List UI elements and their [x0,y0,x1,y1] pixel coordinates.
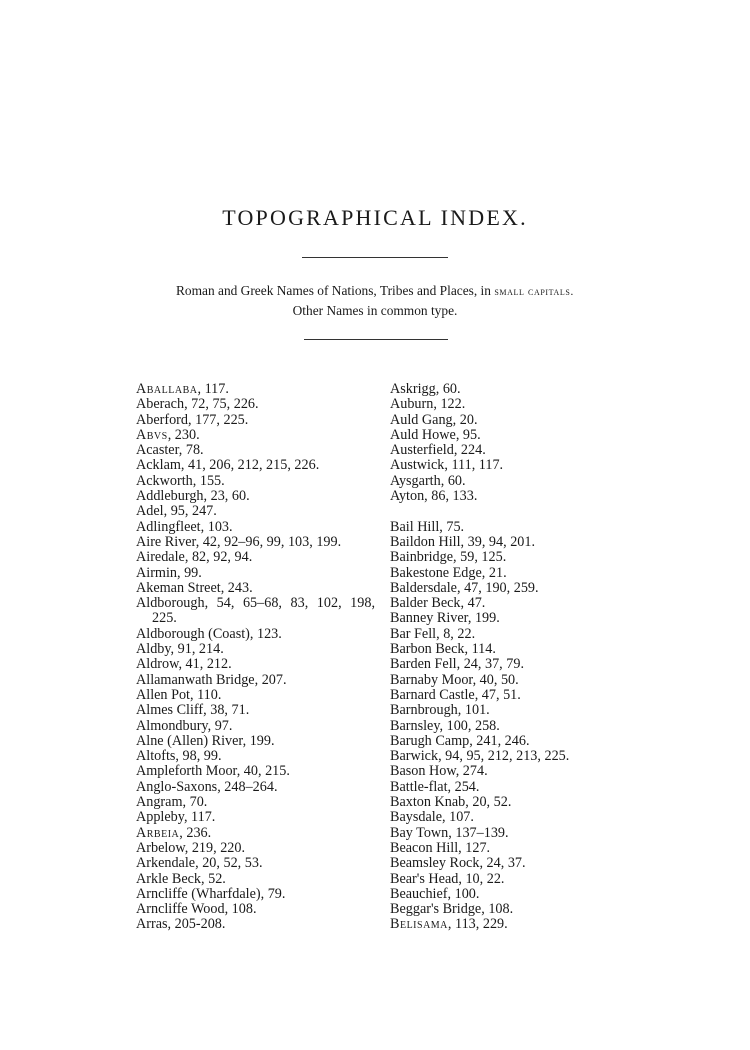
entry-pages: 177, 225. [195,411,249,428]
entry-name: Barnard Castle [390,686,475,703]
entry-name: Barugh Camp [390,732,470,749]
index-entry: Barden Fell, 24, 37, 79. [390,656,524,673]
entry-pages: 108. [488,901,514,918]
index-entry: Angram, 70. [136,794,208,811]
entry-pages: 39, 94, 201. [467,533,536,550]
entry-name: Bay Town [390,824,449,841]
entry-pages: 137–139. [455,824,509,841]
entry-pages: 82, 92, 94. [191,549,253,566]
entry-pages: 20, 52. [472,794,512,811]
index-entry: Beamsley Rock, 24, 37. [390,855,526,872]
entry-name: Auld Howe [390,426,456,443]
index-entry: Auld Gang, 20. [390,411,478,428]
index-entry: Anglo-Saxons, 248–264. [136,778,278,795]
index-entry: Barnaby Moor, 40, 50. [390,671,519,688]
entry-name: Aldborough [136,595,205,612]
index-entry: Baildon Hill, 39, 94, 201. [390,533,536,550]
entry-name: Adel [136,503,164,520]
entry-pages: 98, 99. [182,748,222,765]
entry-pages: 243. [227,579,253,596]
entry-name: Arbelow [136,839,185,856]
entry-pages: 52. [208,870,226,887]
index-entry: Aldrow, 41, 212. [136,656,232,673]
index-entry: Aballaba, 117. [136,381,229,397]
index-entry: Austerfield, 224. [390,442,486,459]
index-entry: Aldborough (Coast), 123. [136,625,282,642]
entry-name: Austerfield [390,442,454,459]
index-entry: Balder Beck, 47. [390,595,486,612]
entry-name: Battle-flat [390,778,448,795]
index-entry: Aysgarth, 60. [390,472,466,489]
index-entry: Alne (Allen) River, 199. [136,732,275,749]
entry-pages: 100. [454,885,480,902]
index-entry: Barbon Beck, 114. [390,641,496,658]
entry-pages: 86, 133. [431,488,478,505]
index-entry: Aberach, 72, 75, 226. [136,396,259,413]
entry-pages: 42, 92–96, 99, 103, 199. [202,533,342,550]
entry-pages: 40, 50. [479,671,519,688]
entry-name: Arras [136,916,168,933]
entry-name: Airmin [136,564,177,581]
entry-name: Bar Fell [390,625,437,642]
index-entry: Barnbrough, 101. [390,702,490,719]
entry-name: Beamsley Rock [390,855,480,872]
index-entry: Banney River, 199. [390,610,500,627]
entry-pages: 24, 37, 79. [463,656,524,673]
entry-pages: 117. [204,381,229,397]
entry-name: Abvs [136,426,168,443]
entry-name: Anglo-Saxons [136,778,218,795]
index-entry: Arkle Beck, 52. [136,870,226,887]
entry-pages: 248–264. [224,778,278,795]
index-entry: Acklam, 41, 206, 212, 215, 226. [136,457,320,474]
entry-name: Allamanwath Bridge [136,671,255,688]
entry-pages: 107. [449,809,474,826]
index-entry: Allen Pot, 110. [136,686,222,703]
entry-pages: 123. [256,625,282,642]
entry-name: Aballaba [136,381,198,397]
entry-name: Akeman Street [136,579,221,596]
entry-pages: 91, 214. [177,641,224,658]
entry-pages: 47. [467,595,486,612]
entry-pages: 8, 22. [443,625,476,642]
index-entry: Auld Howe, 95. [390,426,481,443]
index-entry: Akeman Street, 243. [136,579,253,596]
letter-group-gap [390,504,630,519]
entry-name: Austwick [390,457,445,474]
divider-rule-top [302,257,448,258]
entry-pages: 205-208. [174,916,226,933]
entry-pages: 241, 246. [476,732,530,749]
entry-name: Aldborough (Coast) [136,625,250,642]
index-entry: Aldby, 91, 214. [136,641,224,658]
entry-name: Acaster [136,442,179,459]
entry-name: Alne (Allen) River [136,732,243,749]
entry-pages: 219, 220. [191,839,246,856]
entry-name: Acklam [136,457,181,474]
entry-name: Baysdale [390,809,443,826]
index-entry: Baysdale, 107. [390,809,474,826]
index-entry: Beggar's Bridge, 108. [390,901,514,918]
entry-pages: 78. [185,442,204,459]
entry-pages: 70. [189,794,208,811]
entry-name: Bail Hill [390,518,440,535]
entry-pages: 10, 22. [465,870,505,887]
entry-name: Aire River [136,533,196,550]
entry-pages: 101. [464,702,490,719]
entry-pages: 199. [474,610,500,627]
entry-pages: 114. [471,641,496,658]
entry-pages: 100, 258. [446,717,500,734]
index-entry: Aberford, 177, 225. [136,411,249,428]
entry-pages: 155. [199,472,225,489]
entry-pages: 199. [249,732,275,749]
index-column-right [390,382,630,933]
entry-pages: 95, 247. [170,503,217,520]
entry-pages: 122. [440,396,466,413]
index-entry: Bar Fell, 8, 22. [390,625,476,642]
entry-name: Almondbury [136,717,208,734]
index-entry: Barwick, 94, 95, 212, 213, 225. [390,748,570,765]
entry-pages: 60. [447,472,466,489]
index-legend [0,281,750,320]
entry-pages: 110. [197,686,222,703]
index-entry: Barnsley, 100, 258. [390,717,500,734]
entry-pages: 40, 215. [243,763,290,780]
entry-name: Banney River [390,610,468,627]
entry-name: Bainbridge [390,549,454,566]
entry-pages: 113, 229. [455,916,508,933]
entry-name: Arncliffe Wood [136,901,225,918]
index-column-left [136,382,376,933]
entry-name: Altofts [136,748,176,765]
entry-pages: 95. [462,426,481,443]
entry-name: Aldby [136,641,171,658]
entry-pages: 236. [186,824,212,841]
entry-name: Bear's Head [390,870,459,887]
entry-pages: 23, 60. [210,488,250,505]
entry-name: Beggar's Bridge [390,901,482,918]
entry-name: Aberford [136,411,188,428]
entry-name: Arkle Beck [136,870,202,887]
entry-name: Aldrow [136,656,179,673]
entry-pages: 103. [207,518,233,535]
entry-name: Arkendale [136,855,196,872]
entry-pages: 254. [454,778,480,795]
entry-name: Askrigg [390,381,436,397]
index-entry: Baxton Knab, 20, 52. [390,794,512,811]
entry-name: Ayton [390,488,425,505]
index-entry: Battle-flat, 254. [390,778,480,795]
index-entry: Adel, 95, 247. [136,503,217,520]
entry-name: Adlingfleet [136,518,201,535]
entry-name: Barnaby Moor [390,671,473,688]
entry-name: Baxton Knab [390,794,466,811]
entry-name: Baldersdale [390,579,457,596]
entry-name: Barden Fell [390,656,457,673]
entry-pages: 99. [184,564,202,581]
index-entry: Barugh Camp, 241, 246. [390,732,530,749]
entry-name: Bakestone Edge [390,564,482,581]
index-entry: Arbelow, 219, 220. [136,839,246,856]
entry-pages: 41, 212. [185,656,232,673]
index-entry: Appleby, 117. [136,809,216,826]
entry-name: Allen Pot [136,686,190,703]
index-entry: Arras, 205-208. [136,916,226,933]
index-entry: Barnard Castle, 47, 51. [390,686,521,703]
entry-pages: 47, 190, 259. [464,579,539,596]
index-entry: Beauchief, 100. [390,885,480,902]
entry-pages: 41, 206, 212, 215, 226. [188,457,320,474]
entry-name: Bason How [390,763,456,780]
entry-pages: 224. [460,442,486,459]
index-entry: Baldersdale, 47, 190, 259. [390,579,539,596]
entry-pages: 54, 65–68, 83, 102, 198, 225. [152,595,375,627]
index-entry: Addleburgh, 23, 60. [136,488,250,505]
entry-pages: 20. [459,411,478,428]
entry-name: Barwick [390,748,439,765]
index-entry: Arncliffe Wood, 108. [136,901,257,918]
index-entry: Abvs, 230. [136,426,200,443]
index-entry: Bail Hill, 75. [390,518,465,535]
entry-pages: 274. [462,763,488,780]
entry-name: Arncliffe (Wharfdale) [136,885,261,902]
entry-pages: 20, 52, 53. [202,855,263,872]
entry-name: Auld Gang [390,411,453,428]
index-entry: Arkendale, 20, 52, 53. [136,855,263,872]
entry-pages: 24, 37. [486,855,526,872]
index-entry: Ampleforth Moor, 40, 215. [136,763,290,780]
index-entry: Altofts, 98, 99. [136,748,222,765]
entry-name: Barnsley [390,717,440,734]
entry-pages: 72, 75, 226. [191,396,259,413]
entry-pages: 207. [261,671,287,688]
index-entry: Bason How, 274. [390,763,488,780]
entry-name: Airedale [136,549,185,566]
legend-small-capitals: small capitals. [494,284,575,298]
index-entry: Bainbridge, 59, 125. [390,549,507,566]
entry-name: Almes Cliff [136,702,204,719]
index-entry: Aire River, 42, 92–96, 99, 103, 199. [136,533,342,550]
entry-name: Aberach [136,396,185,413]
entry-pages: 97. [214,717,233,734]
entry-name: Appleby [136,809,184,826]
entry-name: Addleburgh [136,488,204,505]
entry-pages: 230. [174,426,200,443]
entry-pages: 47, 51. [481,686,521,703]
index-entry: Aldborough, 54, 65–68, 83, 102, 198, 225. [136,595,375,627]
entry-name: Arbeia [136,824,180,841]
entry-name: Belisama [390,916,448,933]
divider-rule-bottom [304,339,448,340]
entry-pages: 59, 125. [460,549,507,566]
entry-pages: 108. [231,901,257,918]
entry-name: Angram [136,794,183,811]
entry-name: Auburn [390,396,434,413]
index-entry: Bakestone Edge, 21. [390,564,507,581]
entry-pages: 94, 95, 212, 213, 225. [445,748,570,765]
index-entry: Almes Cliff, 38, 71. [136,702,250,719]
entry-name: Ackworth [136,472,193,489]
entry-name: Beacon Hill [390,839,459,856]
entry-name: Baildon Hill [390,533,461,550]
entry-pages: 60. [442,381,461,397]
index-entry: Auburn, 122. [390,396,466,413]
index-entry: Austwick, 111, 117. [390,457,504,474]
index-entry: Airedale, 82, 92, 94. [136,549,253,566]
entry-name: Barnbrough [390,702,458,719]
entry-pages: 75. [446,518,465,535]
index-entry: Acaster, 78. [136,442,204,459]
index-entry: Beacon Hill, 127. [390,839,491,856]
entry-name: Aysgarth [390,472,441,489]
index-entry: Askrigg, 60. [390,381,461,397]
entry-pages: 21. [488,564,507,581]
entry-name: Beauchief [390,885,448,902]
index-entry: Bear's Head, 10, 22. [390,870,505,887]
entry-pages: 79. [267,885,286,902]
index-entry: Allamanwath Bridge, 207. [136,671,287,688]
index-entry: Ackworth, 155. [136,472,225,489]
index-entry: Adlingfleet, 103. [136,518,233,535]
entry-pages: 117. [191,809,216,826]
entry-name: Barbon Beck [390,641,465,658]
index-entry: Arbeia, 236. [136,824,212,841]
entry-pages: 127. [465,839,491,856]
index-entry: Ayton, 86, 133. [390,488,478,505]
legend-line-2-text: Other Names in common type. [292,303,458,318]
entry-pages: 111, 117. [451,457,504,474]
page-title: TOPOGRAPHICAL INDEX. [222,204,528,230]
index-entry: Airmin, 99. [136,564,202,581]
index-entry: Bay Town, 137–139. [390,824,509,841]
index-entry: Belisama, 113, 229. [390,916,508,933]
index-entry: Arncliffe (Wharfdale), 79. [136,885,286,902]
index-entry: Almondbury, 97. [136,717,233,734]
entry-pages: 38, 71. [210,702,250,719]
legend-line-1-text: Roman and Greek Names of Nations, Tribes and Places, in [175,283,495,298]
entry-name: Balder Beck [390,595,461,612]
entry-name: Ampleforth Moor [136,763,237,780]
